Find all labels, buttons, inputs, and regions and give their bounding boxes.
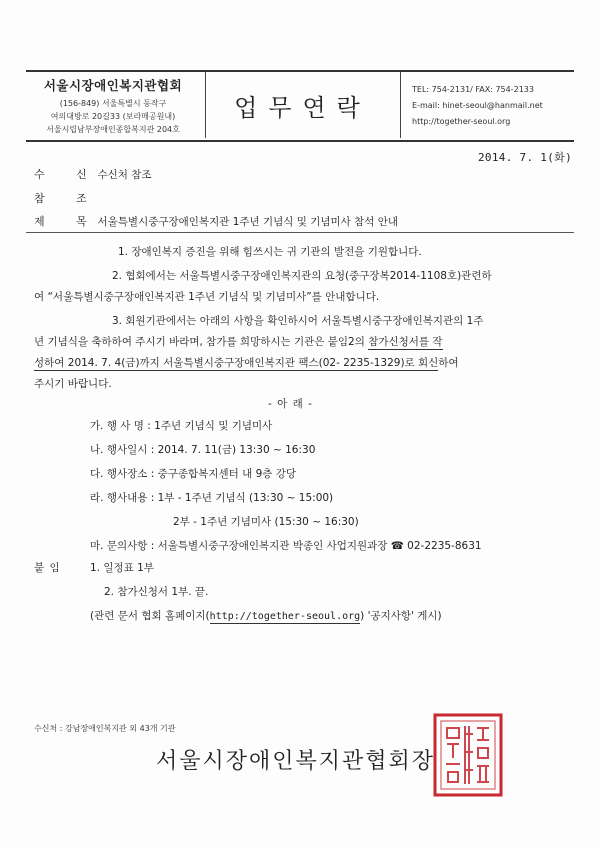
- paragraph-2-line-2: 여 “서울특별시중구장애인복지관 1주년 기념식 및 기념미사”를 안내합니다.: [34, 291, 380, 303]
- homepage-note-prefix: (관련 문서 협회 홈페이지(: [90, 610, 210, 622]
- item-event-program-part1: 1부 - 1주년 기념식 (13:30 ~ 15:00): [157, 492, 334, 504]
- org-address-line-2: 여의대방로 20길33 (보라매공원내): [50, 112, 176, 121]
- contact-block: [412, 82, 543, 130]
- item-event-datetime-label: 나. 행사일시 :: [90, 444, 155, 456]
- homepage-note-link[interactable]: http://together-seoul.org: [209, 611, 361, 622]
- item-contact-label: 마. 문의사항 :: [90, 540, 155, 552]
- recipients-list: 수신처 : 강남장애인복지관 외 43개 기관: [34, 724, 176, 733]
- paragraph-3-line-2-text: 년 기념식을 축하하여 주시기 바라며, 참가를 희망하시는 기관은 붙임2의: [34, 336, 369, 348]
- item-event-program-label: 라. 행사내용 :: [90, 492, 155, 504]
- item-event-name: [90, 418, 272, 433]
- item-event-venue-label: 다. 행사장소 :: [90, 468, 155, 480]
- homepage-link[interactable]: http://together-seoul.org: [412, 117, 511, 126]
- attachments-label: 붙 임: [34, 562, 61, 574]
- paragraph-1: 1. 장애인복지 증진을 위해 힘쓰시는 귀 기관의 발전을 기원합니다.: [118, 246, 422, 258]
- item-event-program: [90, 490, 333, 505]
- item-event-venue-value: 중구종합복지센터 내 9층 강당: [157, 468, 297, 480]
- subject-label: 제 목: [34, 215, 101, 228]
- item-event-datetime-value: 2014. 7. 11(금) 13:30 ~ 16:30: [157, 444, 316, 456]
- item-event-venue: [90, 466, 296, 481]
- paragraph-3-line-4: 주시기 바랍니다.: [34, 378, 112, 390]
- item-contact-value: 서울특별시중구장애인복지관 박종인 사업지원과장 ☎ 02-2235-8631: [157, 540, 482, 552]
- attachment-1: 1. 일정표 1부: [90, 562, 154, 574]
- org-block: [28, 76, 198, 136]
- paragraph-3-line-1: 3. 회원기관에서는 아래의 사항을 확인하시어 서울특별시중구장애인복지관의 1주: [112, 315, 484, 327]
- reference-row: [34, 190, 101, 206]
- org-name: 서울시장애인복지관협회: [43, 78, 183, 93]
- application-form-underlined: 참가신청서를 작: [368, 336, 443, 348]
- subject-row: [34, 213, 398, 229]
- recipient-value: 수신처 참조: [97, 169, 152, 181]
- subject-rule: [26, 232, 574, 233]
- item-event-program-part2: 2부 - 1주년 기념미사 (15:30 ~ 16:30): [173, 516, 359, 528]
- below-heading: - 아 래 -: [268, 398, 313, 410]
- email: E-mail: hinet-seoul@hanmail.net: [412, 101, 543, 110]
- tel-fax: TEL: 754-2131/ FAX: 754-2133: [412, 85, 534, 94]
- org-address-line-1: (156-849) 서울특별시 동작구: [59, 99, 167, 108]
- signature-title: 서울시장애인복지관협회장: [156, 749, 436, 774]
- item-event-name-value: 1주년 기념식 및 기념미사: [154, 420, 273, 432]
- header-bottom-rule: [26, 140, 574, 142]
- paragraph-3-line-3-tail: 하여: [438, 357, 459, 369]
- item-contact: [90, 538, 482, 553]
- header-divider-right: [400, 72, 401, 138]
- paragraph-3-line-2: [34, 334, 443, 349]
- recipient-row: [34, 166, 152, 182]
- org-address-line-3: 서울시립남부장애인종합복지관 204호: [46, 125, 180, 134]
- doc-type-title: 업무연락: [234, 94, 371, 122]
- item-event-datetime: [90, 442, 315, 457]
- reference-label: 참 조: [34, 192, 101, 205]
- paragraph-3-line-3: [34, 355, 459, 370]
- reply-deadline-underlined: 성하여 2014. 7. 4(금)까지 서울특별시중구장애인복지관 팩스(02- 2235-1329)로 회신: [34, 357, 439, 369]
- subject-value: 서울특별시중구장애인복지관 1주년 기념식 및 기념미사 참석 안내: [97, 216, 399, 228]
- homepage-note-suffix: ) '공지사항' 게시): [360, 610, 442, 622]
- homepage-note: [90, 608, 442, 623]
- paragraph-2-line-1: 2. 협회에서는 서울특별시중구장애인복지관의 요청(중구장복2014-1108호)관련하: [112, 270, 492, 282]
- document-date: 2014. 7. 1(화): [478, 151, 572, 164]
- attachment-2: 2. 참가신청서 1부. 끝.: [104, 586, 209, 598]
- official-seal-icon: [432, 712, 504, 798]
- header-divider-left: [205, 72, 206, 138]
- recipient-label: 수 신: [34, 168, 101, 181]
- item-event-name-label: 가. 행 사 명 :: [90, 420, 151, 432]
- header-top-rule: [26, 70, 574, 72]
